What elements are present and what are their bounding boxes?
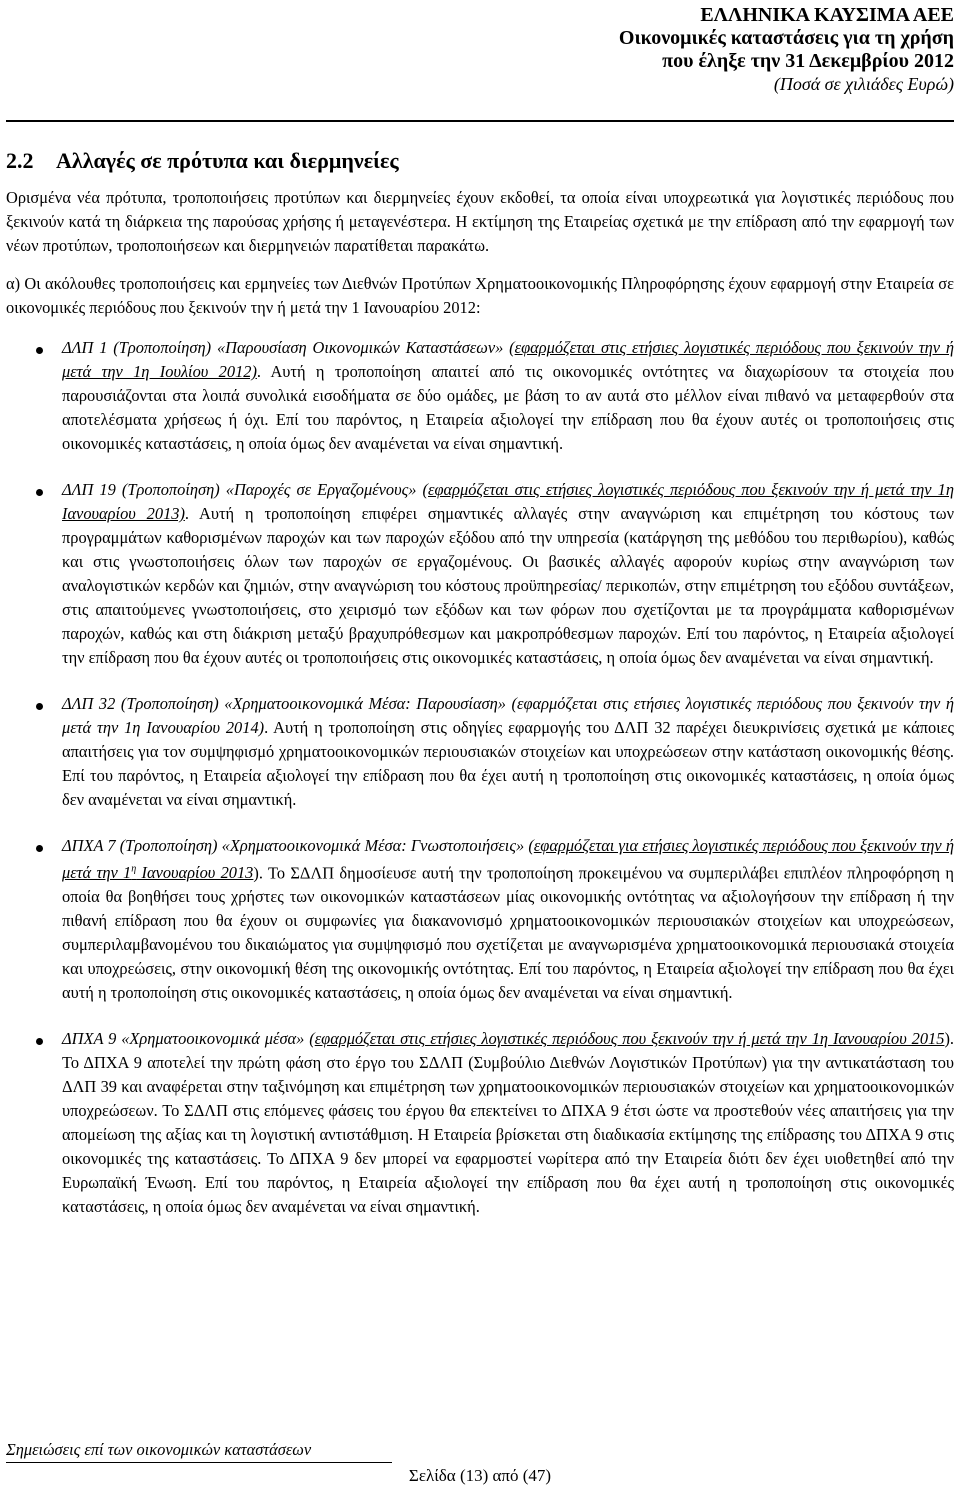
list-item [6,478,954,670]
item-text: . Αυτή η τροποποίηση επιφέρει σημαντικές αλλαγές στην αναγνώριση και επιμέτρηση του κόστους των προγραμμάτων καθορισμένων παροχών και των παροχών εξόδου από την υπηρεσία (κατάργηση της μεθόδου του περιθωρίου), καθώς και στις γνωστοποιήσεις όλων των παροχών σε εργαζομένους. Οι βασικές αλλαγές αφορούν κυρίως στην αναγνώριση των αναλογιστικών κερδών και ζημιών, στην αναγνώριση του κόστους προϋπηρεσίας/ περικοπών, στην επιμέτρηση του εξόδου συντάξεων, στις απαιτούμενες γνωστοποιήσεις, στο χειρισμό των εξόδων και των φόρων που σχετίζονται με τα προγράμματα καθορισμένων παροχών, καθώς και στη διάκριση μεταξύ βραχυπρόθεσμων και μακροπρόθεσμων παροχών. Επί του παρόντος, η Εταιρεία αξιολογεί την επίδραση που θα έχουν αυτές οι τροποποιήσεις στις οικονομικές καταστάσεις, η οποία όμως δεν αναμένεται να είναι σημαντική. [62,504,954,667]
item-title: ΔΛΠ 19 (Τροποποίηση) «Παροχές σε Εργαζομένους» ( [62,480,429,499]
page-number: Σελίδα (13) από (47) [408,1466,552,1485]
bullet-icon [36,489,43,496]
bullet-icon [36,845,43,852]
document-body [6,186,954,1241]
footer-divider [6,1462,392,1463]
item-text: ). Το ΣΔΛΠ δημοσίευσε αυτή την τροποποίηση προκειμένου να συμπεριλάβει επιπλέον πληροφόρηση η οποία θα βοηθήσει τους χρήστες των οικονομικών καταστάσεων μίας οικονομικής οντότητας να αξιολογήσουν την επίδραση ή την πιθανή επίδραση που θα έχουν οι συμφωνίες για διακανονισμό χρηματοοικονομικών περιουσιακών στοιχείων και υποχρεώσεων, συμπεριλαμβανομένου του δικαιώματος για συμψηφισμό που σχετίζεται με αναγνωρισμένα χρηματοοικονομικά περιουσιακά στοιχεία και υποχρεώσεις, στην οικονομική θέση της οικονομικής οντότητας. Επί του παρόντος, η Εταιρεία αξιολογεί την επίδραση που θα έχει αυτή η τροποποίηση στις οικονομικές καταστάσεις, η οποία όμως δεν αναμένεται να είναι σημαντική. [62,863,954,1003]
item-applies: εφαρμόζεται στις ετήσιες λογιστικές περιόδους που ξεκινούν την ή μετά την 1η Ιανουαρίου 2013) [62,480,954,523]
period-title: που έληξε την 31 Δεκεμβρίου 2012 [662,50,954,72]
item-applies: εφαρμόζεται στις ετήσιες λογιστικές περιόδους που ξεκινούν την ή μετά την 1η Ιανουαρίου 2015 [314,1029,945,1049]
header-divider [6,120,954,122]
section-title: Αλλαγές σε πρότυπα και διερμηνείες [56,148,399,173]
company-name: ΕΛΛΗΝΙΚΑ ΚΑΥΣΙΜΑ ΑΕΕ [700,4,954,26]
standards-list [6,336,954,1219]
list-item [6,692,954,812]
bullet-icon [36,347,43,354]
item-text: ). Το ΔΠΧΑ 9 αποτελεί την πρώτη φάση στο έργο του ΣΔΛΠ (Συμβούλιο Διεθνών Λογιστικών Προτύπων) για την αντικατάσταση του ΔΛΠ 39 και αναφέρεται στην ταξινόμηση και επιμέτρηση των χρηματοοικονομικών περιουσιακών στοιχείων και χρηματοοικονομικών υποχρεώσεων. Το ΣΔΛΠ στις επόμενες φάσεις του έργου θα επεκτείνει το ΔΠΧΑ 9 έτσι ώστε να προστεθούν νέες απαιτήσεις για την απομείωση της αξίας και τη λογιστική αντιστάθμιση. Η Εταιρεία βρίσκεται στη διαδικασία εκτίμησης της επίδρασης του ΔΠΧΑ 9 στις οικονομικές της καταστάσεις. Το ΔΠΧΑ 9 δεν μπορεί να εφαρμοστεί νωρίτερα από την Εταιρεία διότι δεν έχει υιοθετηθεί από την Ευρωπαϊκή Ένωση. Επί του παρόντος, η Εταιρεία αξιολογεί την επίδραση που θα έχει αυτή η τροποποίηση στις οικονομικές καταστάσεις, η οποία όμως δεν αναμένεται να είναι σημαντική. [62,1029,954,1217]
paragraph-a: α) Οι ακόλουθες τροποποιήσεις και ερμηνείες των Διεθνών Προτύπων Χρηματοοικονομικής Πληροφόρησης έχουν εφαρμογή στην Εταιρεία σε οικονομικές περιόδους που ξεκινούν την ή μετά την 1 Ιανουαρίου 2012: [6,274,954,317]
section-heading [6,148,399,174]
item-title: ΔΛΠ 1 (Τροποποίηση) «Παρουσίαση Οικονομικών Καταστάσεων» ( [62,338,515,357]
item-applies: εφαρμόζεται στις ετήσιες λογιστικές περιόδους που ξεκινούν την ή μετά την 1η Ιουλίου 2012) [62,338,954,381]
bullet-icon [36,1038,43,1045]
section-number: 2.2 [6,148,34,173]
item-text: . Αυτή η τροποποίηση στις οδηγίες εφαρμογής του ΔΛΠ 32 παρέχει διευκρινίσεις σχετικά με κάποιες απαιτήσεις για τον συμψηφισμό χρηματοοικονομικών περιουσιακών στοιχείων και υποχρεώσεων στην κατάσταση οικονομικής θέσης. Επί του παρόντος, η Εταιρεία αξιολογεί την επίδραση που θα έχει αυτή η τροποποίηση στις οικονομικές καταστάσεις, η οποία όμως δεν αναμένεται να είναι σημαντική. [62,718,954,809]
item-title: ΔΛΠ 32 (Τροποποίηση) «Χρηματοοικονομικά Μέσα: Παρουσίαση» ( [62,694,517,713]
bullet-icon [36,703,43,710]
item-title: ΔΠΧΑ 9 «Χρηματοοικονομικά μέσα» ( [62,1029,315,1049]
list-item [6,1027,954,1219]
footer-notes-label: Σημειώσεις επί των οικονομικών καταστάσεων [6,1440,312,1459]
page-header [619,4,954,96]
list-item [6,336,954,456]
item-title: ΔΠΧΑ 7 (Τροποποίηση) «Χρηματοοικονομικά Μέσα: Γνωστοποιήσεις» ( [62,836,534,855]
amounts-note: (Ποσά σε χιλιάδες Ευρώ) [773,74,954,94]
list-item [6,834,954,1005]
item-text: . Αυτή η τροποποίηση απαιτεί από τις οικονομικές οντότητες να διαχωρίσουν τα στοιχεία που παρουσιάζονται στα λοιπά συνολικά εισοδήματα σε δύο ομάδες, με βάση το αν αυτά στο μέλλον είναι πιθανό να μεταφερθούν στα αποτελέσματα χρήσεως ή όχι. Επί του παρόντος, η Εταιρεία αξιολογεί την επίδραση που θα έχουν αυτές οι τροποποιήσεις στις οικονομικές καταστάσεις, η οποία όμως δεν αναμένεται να είναι σημαντική. [62,362,954,453]
intro-paragraph: Ορισμένα νέα πρότυπα, τροποποιήσεις προτύπων και διερμηνείες έχουν εκδοθεί, τα οποία είναι υποχρεωτικά για λογιστικές περιόδους που ξεκινούν κατά τη διάρκεια της παρούσας χρήσης ή μεταγενέστερα. Η εκτίμηση της Εταιρείας σχετικά με την επίδραση από την εφαρμογή των νέων προτύπων, τροποποιήσεων και διερμηνειών παρατίθεται παρακάτω. [6,188,954,255]
statement-title: Οικονομικές καταστάσεις για τη χρήση [618,27,954,49]
item-applies: εφαρμόζεται για ετήσιες λογιστικές περιόδους που ξεκινούν την ή μετά την $1^\eta$ Ιανουαρίου 2013 [62,836,954,883]
item-applies: εφαρμόζεται στις ετήσιες λογιστικές περιόδους που ξεκινούν την ή μετά την 1η Ιανουαρίου 2014) [62,694,954,737]
